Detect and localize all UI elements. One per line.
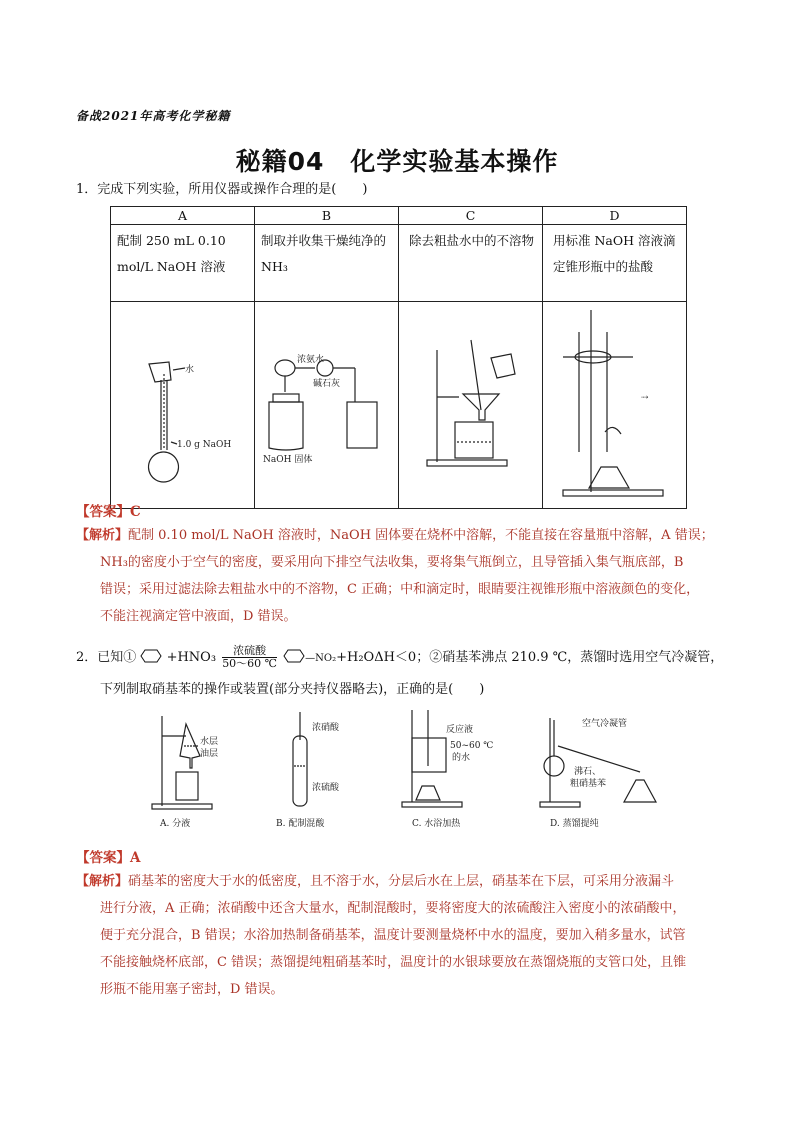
q2-analysis-line: 形瓶不能用塞子密封，D 错误。 <box>100 982 284 997</box>
q2-figures <box>150 706 670 836</box>
label-air-condenser: 空气冷凝管 <box>582 719 628 729</box>
q2-reaction-condition <box>222 645 277 670</box>
label-naoh: 1.0 g NaOH <box>177 440 232 450</box>
option-d-desc: 用标准 NaOH 溶液滴定锥形瓶中的盐酸 <box>543 225 687 302</box>
option-b-figure <box>255 302 399 509</box>
q2-cond-bottom: 50～60 ℃ <box>222 657 277 670</box>
label-water-layer: 水层 <box>200 737 219 747</box>
q2-cond-top: 浓硫酸 <box>233 644 267 657</box>
label-water: 水 <box>185 365 195 375</box>
q1-analysis-line: 配制 0.10 mol/L NaOH 溶液时，NaOH 固体要在烧杯中溶解，不能直接在容量瓶中溶解，A 错误； <box>128 528 714 543</box>
q1-stem: 1．完成下列实验，所用仪器或操作合理的是( ) <box>76 182 368 197</box>
filtration-figure <box>399 302 542 505</box>
q1-answer <box>76 500 141 520</box>
caption-c: C. 水浴加热 <box>412 819 461 829</box>
q1-analysis-line: NH₃的密度小于空气的密度，要采用向下排空气法收集，要将集气瓶倒立，且导管插入集气瓶底部，B <box>100 555 684 570</box>
col-header-d: D <box>543 207 687 225</box>
svg-text:⇢: ⇢ <box>641 393 649 403</box>
label-ammonia: 浓氨水 <box>297 355 325 365</box>
q2-answer <box>76 846 140 866</box>
figure-b-mixing <box>276 712 340 829</box>
q1-analysis <box>76 522 736 630</box>
q2-analysis-line: 进行分液，A 正确；浓硝酸中还含大量水，配制混酸时，要将密度大的浓硫酸注入密度小的浓硝酸中， <box>100 901 686 916</box>
q2-analysis-line: 便于充分混合，B 错误；水浴加热制备硝基苯，温度计要测量烧杯中水的温度，要加入稍多量水，试管 <box>100 928 686 943</box>
q2-answer-bracket: 【答案】 <box>76 850 130 866</box>
q2-stem-rest: +H₂OΔH＜0；②硝基苯沸点 210.9 ℃，蒸馏时选用空气冷凝管， <box>336 650 724 665</box>
label-soda-lime: 碱石灰 <box>313 379 341 389</box>
volumetric-flask-figure <box>111 302 254 505</box>
option-b-desc: 制取并收集干燥纯净的 NH₃ <box>255 225 399 302</box>
label-crude-nitrobenzene: 粗硝基苯 <box>570 779 607 789</box>
figure-d-distillation <box>540 717 656 829</box>
label-sulfuric-acid: 浓硫酸 <box>312 783 340 793</box>
q2-reagent: +HNO₃ <box>166 650 217 665</box>
q1-analysis-label: 【解析】 <box>76 528 129 543</box>
q2-nitro-group: —NO₂ <box>305 653 337 664</box>
col-header-c: C <box>399 207 543 225</box>
q1-analysis-line: 错误；采用过滤法除去粗盐水中的不溶物，C 正确；中和滴定时，眼睛要注视锥形瓶中溶液颜色的变化， <box>100 582 700 597</box>
titration-figure <box>543 302 686 505</box>
label-water-temp: 50~60 ℃ <box>450 741 494 751</box>
option-a-desc: 配制 250 mL 0.10 mol/L NaOH 溶液 <box>111 225 255 302</box>
caption-d: D. 蒸馏提纯 <box>550 819 599 829</box>
option-c-figure <box>399 302 543 509</box>
q1-options-table <box>110 206 687 509</box>
benzene-ring-icon <box>283 649 305 663</box>
label-naoh-solid: NaOH 固体 <box>263 455 313 465</box>
col-header-b: B <box>255 207 399 225</box>
option-a-figure <box>111 302 255 509</box>
label-reaction-liquid: 反应液 <box>446 725 474 735</box>
option-c-desc: 除去粗盐水中的不溶物 <box>399 225 543 302</box>
q2-stem-prefix: 2．已知① <box>76 650 137 665</box>
option-d-figure <box>543 302 687 509</box>
q2-analysis-line: 不能接触烧杯底部，C 错误；蒸馏提纯粗硝基苯时，温度计的水银球要放在蒸馏烧瓶的支管口处，且锥 <box>100 955 687 970</box>
q2-stem-line2: 下列制取硝基苯的操作或装置(部分夹持仪器略去)，正确的是( ) <box>100 682 485 697</box>
label-boiling-stone: 沸石、 <box>574 767 602 777</box>
figure-a-separation <box>152 716 218 829</box>
caption-b: B. 配制混酸 <box>276 819 325 829</box>
q2-analysis-label: 【解析】 <box>76 874 129 889</box>
q1-analysis-line: 不能注视滴定管中液面，D 错误。 <box>100 609 297 624</box>
q1-answer-value: C <box>130 504 141 520</box>
benzene-ring-icon <box>140 649 162 663</box>
q2-stem <box>76 645 756 670</box>
col-header-a: A <box>111 207 255 225</box>
q2-analysis-line: 硝基苯的密度大于水的低密度，且不溶于水，分层后水在上层，硝基苯在下层，可采用分液漏斗 <box>128 874 675 889</box>
figure-c-water-bath <box>402 710 493 829</box>
label-oil-layer: 油层 <box>200 749 219 759</box>
ammonia-apparatus-figure <box>255 302 398 505</box>
label-water: 的水 <box>452 753 471 763</box>
q2-answer-value: A <box>130 850 141 866</box>
q2-analysis <box>76 868 736 1003</box>
q1-answer-bracket: 【答案】 <box>76 504 130 520</box>
label-nitric-acid: 浓硝酸 <box>312 723 340 733</box>
caption-a: A. 分液 <box>160 819 191 829</box>
page-header: 备战2021年高考化学秘籍 <box>76 109 231 123</box>
page-title: 秘籍04 化学实验基本操作 <box>235 147 559 176</box>
